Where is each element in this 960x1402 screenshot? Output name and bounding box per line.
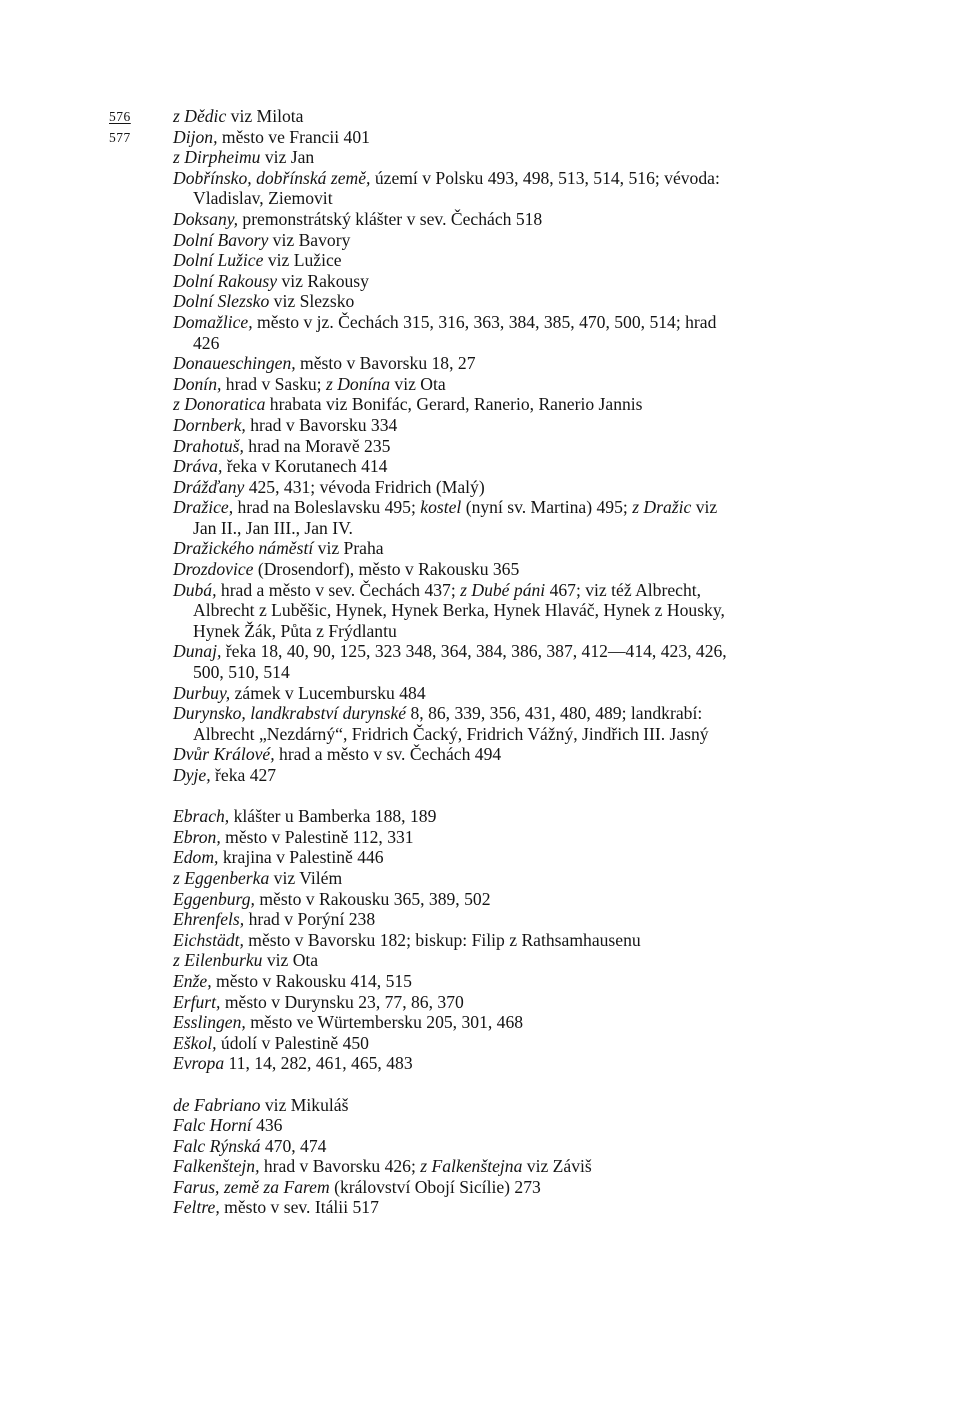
section-gap [173, 786, 733, 807]
entry-term: Drozdovice [173, 559, 254, 580]
entry-term: Ebron, [173, 826, 221, 847]
index-entry [173, 1197, 733, 1218]
entry-text: viz Rakousy [277, 270, 369, 291]
entry-term: Dunaj, [173, 641, 222, 662]
entry-text: viz Milota [226, 106, 304, 126]
entry-text: 425, 431; vévoda Fridrich (Malý) [244, 476, 485, 497]
entry-term: Drahotuš, [173, 435, 244, 456]
entry-text: 436 [251, 1115, 283, 1136]
section-gap [173, 1074, 733, 1095]
index-entry [173, 353, 733, 374]
index-entry [173, 930, 733, 951]
entry-text: město v Palestině 112, 331 [220, 826, 414, 847]
entry-term: Dráva, [173, 456, 223, 477]
index-section [173, 106, 733, 786]
entry-text: údolí v Palestině 450 [216, 1032, 369, 1053]
index-entry [173, 1095, 733, 1116]
index-entry [173, 106, 733, 127]
entry-text: viz Jan II., Jan III., Jan IV. [193, 497, 718, 538]
index-entry [173, 971, 733, 992]
index-entry [173, 394, 733, 415]
entry-term: z Dubé páni [460, 579, 546, 600]
index-entry [173, 909, 733, 930]
entry-text: hrad v Bavorsku 426; [259, 1156, 421, 1177]
index-entry [173, 291, 733, 312]
index-section [173, 1095, 733, 1219]
index-entry [173, 992, 733, 1013]
entry-term: Esslingen, [173, 1012, 246, 1033]
entry-text: hrad a město v sv. Čechách 494 [274, 744, 502, 765]
index-entries [173, 106, 733, 1218]
entry-term: Evropa [173, 1053, 225, 1074]
index-entry [173, 1177, 733, 1198]
entry-text: (království Obojí Sicílie) 273 [329, 1176, 541, 1197]
entry-text: řeka v Korutanech 414 [222, 456, 388, 477]
entry-text: město v jz. Čechách 315, 316, 363, 384, 385, 470, 500, 514; hrad 426 [193, 311, 717, 353]
entry-text: klášter u Bamberka 188, 189 [229, 806, 437, 827]
index-entry [173, 827, 733, 848]
entry-text: hrad v Bavorsku 334 [245, 414, 398, 435]
entry-text: hrabata viz Bonifác, Gerard, Ranerio, Ranerio Jannis [265, 394, 643, 415]
entry-text: město v Bavorsku 182; biskup: Filip z Rathsamhausenu [243, 929, 641, 950]
entry-text: premonstrátský klášter v sev. Čechách 518 [238, 208, 543, 229]
entry-term: Dubá, [173, 579, 217, 600]
entry-term: Eškol, [173, 1032, 217, 1053]
entry-text: hrad v Sasku; [221, 373, 326, 394]
index-entry [173, 127, 733, 148]
entry-text: viz Slezsko [269, 291, 355, 312]
entry-text: území v Polsku 493, 498, 513, 514, 516; vévoda: Vladislav, Ziemovit [193, 167, 720, 209]
entry-term: Dolní Bavory [173, 229, 269, 250]
entry-text: město ve Francii 401 [217, 126, 370, 147]
entry-term: z Eggenberka [173, 867, 270, 888]
index-entry [173, 209, 733, 230]
index-entry [173, 1136, 733, 1157]
margin-page-number: 577 [109, 130, 131, 145]
entry-text: hrad na Moravě 235 [243, 435, 391, 456]
index-entry [173, 868, 733, 889]
index-entry [173, 497, 733, 538]
entry-term: Dyje, [173, 765, 211, 785]
index-entry [173, 889, 733, 910]
entry-text: město v Durynsku 23, 77, 86, 370 [220, 991, 464, 1012]
index-entry [173, 456, 733, 477]
entry-text: hrad na Boleslavsku 495; [233, 497, 421, 518]
entry-text: (nyní sv. Martina) 495; [461, 497, 633, 518]
entry-term: Dvůr Králové, [173, 744, 275, 765]
entry-text: město ve Würtembersku 205, 301, 468 [245, 1012, 524, 1033]
entry-term: z Dědic [173, 106, 227, 126]
index-entry [173, 1115, 733, 1136]
entry-text: řeka 427 [210, 765, 277, 785]
index-entry [173, 538, 733, 559]
entry-text: viz Praha [313, 538, 384, 559]
entry-text: viz Lužice [263, 250, 342, 271]
index-entry [173, 271, 733, 292]
entry-text: 470, 474 [260, 1135, 327, 1156]
index-entry [173, 436, 733, 457]
entry-text: řeka 18, 40, 90, 125, 323 348, 364, 384, 386, 387, 412—414, 423, 426, 500, 510, 514 [193, 641, 727, 683]
index-entry [173, 806, 733, 827]
entry-text: viz Vilém [269, 867, 343, 888]
index-entry [173, 1033, 733, 1054]
margin-page-numbers [109, 106, 131, 148]
index-entry [173, 559, 733, 580]
entry-text: město v Bavorsku 18, 27 [295, 353, 476, 374]
entry-text: viz Ota [390, 373, 446, 394]
entry-text: hrad v Porýní 238 [244, 909, 376, 930]
entry-text: viz Ota [262, 950, 319, 971]
entry-term: Edom, [173, 847, 219, 868]
index-section [173, 806, 733, 1074]
entry-term: Ehrenfels, [173, 909, 245, 930]
entry-term: Ebrach, [173, 806, 230, 827]
entry-text: město v sev. Itálii 517 [219, 1197, 379, 1218]
entry-term: Donaueschingen, [173, 353, 296, 374]
entry-term: Durbuy, [173, 682, 231, 703]
index-entry [173, 1012, 733, 1033]
entry-term: z Dražic [632, 497, 692, 518]
entry-term: Enže, [173, 970, 212, 991]
entry-text: viz Záviš [522, 1156, 592, 1177]
entry-term: Dobřínsko, dobřínská země, [173, 167, 371, 188]
entry-term: Feltre, [173, 1197, 220, 1218]
index-entry [173, 1053, 733, 1074]
index-entry [173, 230, 733, 251]
entry-term: Dijon, [173, 126, 218, 147]
entry-term: Erfurt, [173, 991, 221, 1012]
entry-term: Falc Rýnská [173, 1135, 261, 1156]
entry-text: viz Jan [260, 147, 315, 168]
entry-term: z Eilenburku [173, 950, 263, 971]
index-entry [173, 168, 733, 209]
index-entry [173, 374, 733, 395]
entry-text: viz Bavory [268, 229, 351, 250]
entry-text: 11, 14, 282, 461, 465, 483 [224, 1053, 413, 1074]
entry-term: Drážďany [173, 476, 245, 497]
entry-term: Eichstädt, [173, 929, 244, 950]
entry-term: Farus, země za Farem [173, 1176, 330, 1197]
index-entry [173, 703, 733, 744]
entry-text: krajina v Palestině 446 [218, 847, 384, 868]
entry-term: z Dirpheimu [173, 147, 261, 168]
entry-text: hrad a město v sev. Čechách 437; [216, 579, 461, 600]
entry-text: zámek v Lucembursku 484 [230, 682, 426, 703]
entry-term: Domažlice, [173, 311, 253, 332]
entry-term: Falkenštejn, [173, 1156, 260, 1177]
entry-term: Dražice, [173, 497, 234, 518]
index-entry [173, 1156, 733, 1177]
index-entry [173, 580, 733, 642]
entry-term: Dolní Slezsko [173, 291, 270, 312]
index-entry [173, 312, 733, 353]
entry-text: (Drosendorf), město v Rakousku 365 [253, 559, 520, 580]
entry-term: Falc Horní [173, 1115, 252, 1136]
index-entry [173, 765, 733, 786]
entry-term: z Donína [325, 373, 390, 394]
entry-text: viz Mikuláš [260, 1094, 349, 1115]
index-entry [173, 147, 733, 168]
index-entry [173, 477, 733, 498]
index-entry [173, 250, 733, 271]
entry-text: město v Rakousku 414, 515 [211, 970, 412, 991]
entry-term: Dolní Lužice [173, 250, 264, 271]
entry-text: město v Rakousku 365, 389, 502 [254, 888, 491, 909]
entry-term: kostel [420, 497, 462, 518]
entry-term: Dražického náměstí [173, 538, 314, 559]
entry-term: Dornberk, [173, 414, 246, 435]
index-entry [173, 641, 733, 682]
index-entry [173, 847, 733, 868]
entry-term: Doksany, [173, 208, 238, 229]
entry-term: Durynsko, landkrabství durynské [173, 703, 407, 724]
entry-term: Dolní Rakousy [173, 270, 278, 291]
entry-term: z Donoratica [173, 394, 266, 415]
entry-text: 8, 86, 339, 356, 431, 480, 489; landkrabí: Albrecht „Nezdárný“, Fridrich Čacký, Fridrich Vážný, Jindřich III. Jasný [193, 703, 709, 744]
margin-page-number: 576 [109, 109, 131, 124]
entry-text: 467; viz též Albrecht, Albrecht z Luběšic, Hynek, Hynek Berka, Hynek Hlaváč, Hynek z Housky, Hynek Žák, Půta z Frýdlantu [193, 579, 725, 641]
index-entry [173, 415, 733, 436]
entry-term: Eggenburg, [173, 888, 255, 909]
entry-term: Donín, [173, 373, 222, 394]
index-entry [173, 744, 733, 765]
entry-term: de Fabriano [173, 1094, 261, 1115]
entry-term: z Falkenštejna [420, 1156, 523, 1177]
index-entry [173, 683, 733, 704]
index-entry [173, 950, 733, 971]
